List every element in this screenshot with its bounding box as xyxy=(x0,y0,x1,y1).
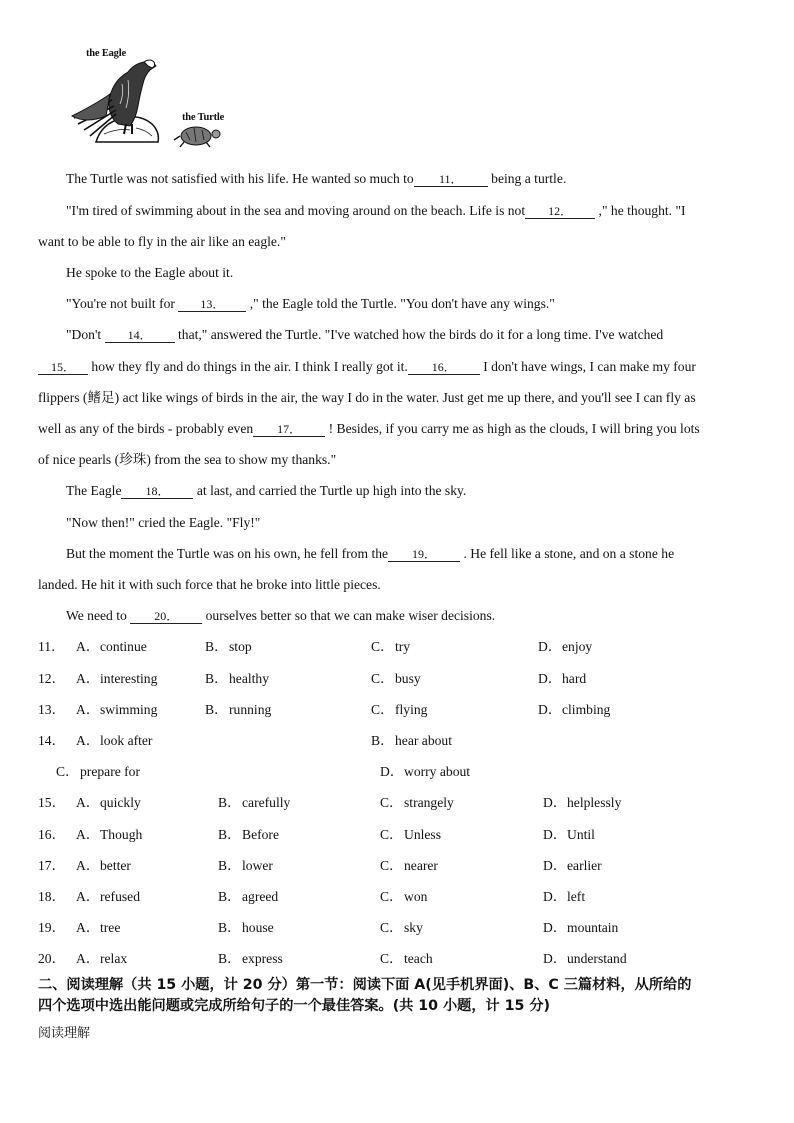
section-2-heading xyxy=(38,975,768,1017)
option-text: helplessly xyxy=(567,795,622,810)
question-14-option-c[interactable] xyxy=(56,764,140,779)
question-19-option-b[interactable] xyxy=(218,920,274,935)
option-letter: A． xyxy=(76,671,100,686)
option-letter: A． xyxy=(76,827,100,842)
passage-text: "Don't xyxy=(66,327,102,342)
blank-19: 19． xyxy=(388,548,460,562)
passage-text: . He fell like a stone, and on a stone he xyxy=(463,546,675,561)
option-letter: A． xyxy=(76,858,100,873)
option-text: carefully xyxy=(242,795,291,810)
question-number: 19． xyxy=(38,920,66,935)
passage-text: flippers (鳍足) act like wings of birds in the air, the way I do in the water. Just get me up there, and you'll see I can fly as xyxy=(38,390,696,405)
option-text: Though xyxy=(100,827,143,842)
passage-paragraph-5-line3 xyxy=(38,390,754,405)
question-11-option-b[interactable] xyxy=(205,639,252,654)
passage-text: But the moment the Turtle was on his own, he fell from the xyxy=(66,546,389,561)
option-text: running xyxy=(229,702,272,717)
option-letter: D． xyxy=(543,827,567,842)
option-letter: A． xyxy=(76,951,100,966)
blank-13: 13． xyxy=(178,298,246,312)
question-20-option-a[interactable] xyxy=(38,951,127,966)
passage-text: want to be able to fly in the air like an eagle." xyxy=(38,234,286,249)
passage-text: well as any of the birds - probably even xyxy=(38,421,254,436)
option-letter: C． xyxy=(380,827,403,842)
passage-paragraph-8-cont xyxy=(38,577,754,592)
question-15-option-b[interactable] xyxy=(218,795,290,810)
question-12-option-b[interactable] xyxy=(205,671,269,686)
question-13-option-c[interactable] xyxy=(371,702,427,717)
question-16-option-a[interactable] xyxy=(38,827,142,842)
passage-paragraph-4 xyxy=(66,296,782,312)
question-14-option-a[interactable] xyxy=(38,733,152,748)
option-text: refused xyxy=(100,889,141,904)
option-letter: C． xyxy=(371,702,394,717)
question-12-option-c[interactable] xyxy=(371,671,421,686)
question-number: 12． xyxy=(38,671,66,686)
option-letter: C． xyxy=(371,639,394,654)
option-text: agreed xyxy=(242,889,279,904)
question-14-option-d[interactable] xyxy=(380,764,470,779)
option-text: tree xyxy=(100,920,121,935)
question-15-option-d[interactable] xyxy=(543,795,621,810)
option-text: left xyxy=(567,889,586,904)
option-text: climbing xyxy=(562,702,611,717)
blank-17: 17． xyxy=(253,423,325,437)
question-13-option-a[interactable] xyxy=(38,702,157,717)
option-letter: D． xyxy=(538,671,562,686)
passage-text: I don't have wings, I can make my four xyxy=(483,359,696,374)
question-18-option-c[interactable] xyxy=(380,889,427,904)
option-text: healthy xyxy=(229,671,270,686)
option-text: flying xyxy=(395,702,428,717)
option-text: quickly xyxy=(100,795,141,810)
option-letter: C． xyxy=(371,671,394,686)
option-letter: B． xyxy=(205,671,228,686)
option-letter: B． xyxy=(218,858,241,873)
passage-text: The Eagle xyxy=(66,483,122,498)
blank-12: 12． xyxy=(525,205,595,219)
option-letter: B． xyxy=(218,951,241,966)
option-text: continue xyxy=(100,639,147,654)
question-14-option-b[interactable] xyxy=(371,733,452,748)
option-letter: D． xyxy=(538,639,562,654)
option-text: stop xyxy=(229,639,252,654)
option-letter: A． xyxy=(76,639,100,654)
option-letter: D． xyxy=(543,858,567,873)
blank-20: 20． xyxy=(130,610,202,624)
option-text: hear about xyxy=(395,733,452,748)
option-letter: B． xyxy=(218,827,241,842)
question-19-option-a[interactable] xyxy=(38,920,120,935)
option-text: enjoy xyxy=(562,639,593,654)
question-13-option-b[interactable] xyxy=(205,702,271,717)
option-text: hard xyxy=(562,671,587,686)
eagle-turtle-drawing xyxy=(66,44,236,156)
option-letter: A． xyxy=(76,702,100,717)
passage-paragraph-5 xyxy=(66,327,782,343)
eagle-turtle-illustration xyxy=(66,44,236,156)
option-text: relax xyxy=(100,951,128,966)
question-18-option-a[interactable] xyxy=(38,889,140,904)
option-text: lower xyxy=(242,858,273,873)
passage-text: at last, and carried the Turtle up high into the sky. xyxy=(196,483,467,498)
question-15-option-a[interactable] xyxy=(38,795,141,810)
passage-text: The Turtle was not satisfied with his life. He wanted so much to xyxy=(66,171,414,186)
option-letter: A． xyxy=(76,920,100,935)
passage-text: of nice pearls (珍珠) from the sea to show my thanks." xyxy=(38,452,337,467)
option-letter: B． xyxy=(218,795,241,810)
section-2-heading-line-2: 四个选项中选出能问题或完成所给句子的一个最佳答案。(共 10 小题，计 15 分) xyxy=(38,998,551,1014)
option-text: sky xyxy=(404,920,423,935)
option-letter: D． xyxy=(543,951,567,966)
passage-paragraph-6 xyxy=(66,483,782,499)
turtle-label: the Turtle xyxy=(182,112,225,123)
passage-text: "I'm tired of swimming about in the sea and moving around on the beach. Life is not xyxy=(66,203,526,218)
question-17-option-a[interactable] xyxy=(38,858,131,873)
passage-text: ourselves better so that we can make wiser decisions. xyxy=(205,608,496,623)
passage-paragraph-2-cont xyxy=(38,234,754,249)
question-19-option-d[interactable] xyxy=(543,920,618,935)
question-18-option-d[interactable] xyxy=(543,889,585,904)
blank-15: 15． xyxy=(38,361,88,375)
option-text: prepare for xyxy=(80,764,140,779)
option-text: house xyxy=(242,920,274,935)
option-letter: B． xyxy=(218,920,241,935)
passage-text: He spoke to the Eagle about it. xyxy=(66,265,234,280)
option-text: swimming xyxy=(100,702,158,717)
passage-text: "You're not built for xyxy=(66,296,175,311)
passage-text: being a turtle. xyxy=(491,171,567,186)
eagle-label: the Eagle xyxy=(86,48,126,59)
question-16-option-b[interactable] xyxy=(218,827,279,842)
option-letter: C． xyxy=(380,858,403,873)
option-text: nearer xyxy=(404,858,438,873)
question-number: 20． xyxy=(38,951,66,966)
passage-text: how they fly and do things in the air. I think I really got it. xyxy=(91,359,408,374)
option-letter: B． xyxy=(371,733,394,748)
question-16-option-d[interactable] xyxy=(543,827,595,842)
question-18-option-b[interactable] xyxy=(218,889,278,904)
option-text: mountain xyxy=(567,920,619,935)
passage-text: ! Besides, if you carry me as high as the clouds, I will bring you lots xyxy=(328,421,700,436)
passage-text: "Now then!" cried the Eagle. "Fly!" xyxy=(66,515,261,530)
option-text: understand xyxy=(567,951,627,966)
option-letter: B． xyxy=(205,702,228,717)
section-2-subheading: 阅读理解 xyxy=(38,1026,91,1041)
passage-paragraph-5-line2 xyxy=(38,359,754,375)
question-number: 17． xyxy=(38,858,66,873)
option-text: Until xyxy=(567,827,595,842)
question-number: 14． xyxy=(38,733,66,748)
passage-text: We need to xyxy=(66,608,127,623)
blank-18: 18． xyxy=(121,485,193,499)
option-letter: A． xyxy=(76,889,100,904)
option-letter: A． xyxy=(76,795,100,810)
option-letter: D． xyxy=(543,920,567,935)
question-17-option-d[interactable] xyxy=(543,858,602,873)
option-letter: B． xyxy=(218,889,241,904)
question-number: 11． xyxy=(38,639,65,654)
question-17-option-c[interactable] xyxy=(380,858,438,873)
passage-paragraph-7 xyxy=(66,515,782,530)
option-letter: C． xyxy=(56,764,79,779)
question-12-option-a[interactable] xyxy=(38,671,157,686)
option-text: Unless xyxy=(404,827,442,842)
option-letter: D． xyxy=(543,795,567,810)
question-11-option-a[interactable] xyxy=(38,639,147,654)
option-text: better xyxy=(100,858,131,873)
option-text: try xyxy=(395,639,411,654)
option-text: strangely xyxy=(404,795,454,810)
option-letter: C． xyxy=(380,889,403,904)
option-text: express xyxy=(242,951,283,966)
option-text: earlier xyxy=(567,858,602,873)
question-number: 16． xyxy=(38,827,66,842)
option-letter: D． xyxy=(380,764,404,779)
question-16-option-c[interactable] xyxy=(380,827,441,842)
option-letter: C． xyxy=(380,951,403,966)
question-15-option-c[interactable] xyxy=(380,795,454,810)
question-11-option-d[interactable] xyxy=(538,639,592,654)
passage-paragraph-9 xyxy=(66,608,782,624)
blank-16: 16． xyxy=(408,361,480,375)
question-20-option-c[interactable] xyxy=(380,951,433,966)
section-2-heading-line-1: 二、阅读理解（共 15 小题，计 20 分）第一节：阅读下面 A(见手机界面)、B、C 三篇材料，从所给的 xyxy=(38,977,692,993)
option-letter: B． xyxy=(205,639,228,654)
passage-paragraph-5-line5 xyxy=(38,452,754,467)
option-text: Before xyxy=(242,827,279,842)
question-20-option-b[interactable] xyxy=(218,951,283,966)
option-text: look after xyxy=(100,733,153,748)
question-17-option-b[interactable] xyxy=(218,858,273,873)
question-20-option-d[interactable] xyxy=(543,951,627,966)
passage-text: landed. He hit it with such force that he broke into little pieces. xyxy=(38,577,381,592)
question-19-option-c[interactable] xyxy=(380,920,423,935)
passage-paragraph-3 xyxy=(66,265,782,280)
passage-text: ," the Eagle told the Turtle. "You don't have any wings." xyxy=(249,296,555,311)
option-text: worry about xyxy=(404,764,471,779)
option-letter: A． xyxy=(76,733,100,748)
option-text: busy xyxy=(395,671,421,686)
question-number: 15． xyxy=(38,795,66,810)
option-text: won xyxy=(404,889,428,904)
option-letter: C． xyxy=(380,795,403,810)
question-number: 18． xyxy=(38,889,66,904)
option-letter: C． xyxy=(380,920,403,935)
passage-paragraph-1 xyxy=(66,171,782,187)
option-letter: D． xyxy=(538,702,562,717)
question-12-option-d[interactable] xyxy=(538,671,586,686)
passage-paragraph-5-line4 xyxy=(38,421,754,437)
option-text: teach xyxy=(404,951,433,966)
blank-14: 14． xyxy=(105,329,175,343)
passage-paragraph-2 xyxy=(66,203,782,219)
option-text: interesting xyxy=(100,671,158,686)
question-number: 13． xyxy=(38,702,66,717)
passage-text: ," he thought. "I xyxy=(598,203,686,218)
option-letter: D． xyxy=(543,889,567,904)
passage-paragraph-8 xyxy=(66,546,782,562)
question-13-option-d[interactable] xyxy=(538,702,610,717)
passage-text: that," answered the Turtle. "I've watched how the birds do it for a long time. I've watched xyxy=(178,327,664,342)
question-11-option-c[interactable] xyxy=(371,639,410,654)
blank-11: 11． xyxy=(414,173,488,187)
